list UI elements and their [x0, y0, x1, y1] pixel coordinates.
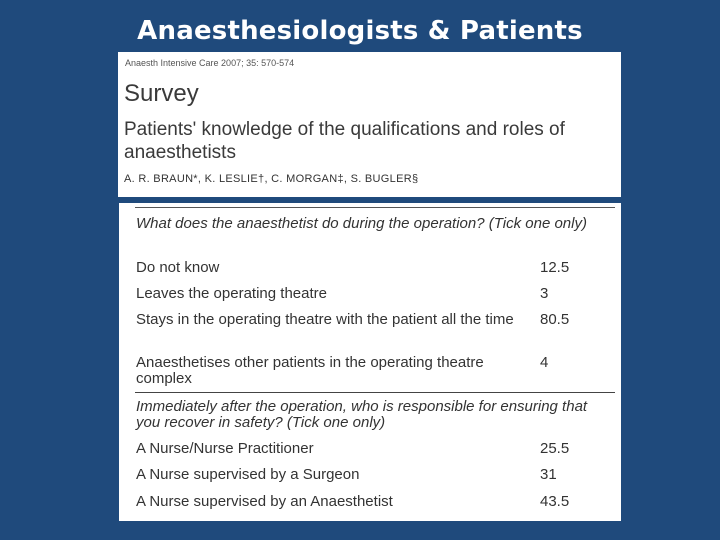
row-value: 25.5 — [540, 440, 570, 457]
survey-results-table — [119, 203, 621, 521]
row-label: A Nurse supervised by a Surgeon — [136, 466, 360, 483]
question-2: Immediately after the operation, who is responsible for ensuring that you recover in safety? (Tick one only) — [136, 398, 588, 431]
row-value: 4 — [540, 354, 549, 371]
row-label: Stays in the operating theatre with the patient all the time — [136, 311, 514, 328]
table-divider — [135, 392, 615, 393]
question-1: What does the anaesthetist do during the operation? (Tick one only) — [136, 215, 587, 232]
row-value: 12.5 — [540, 259, 570, 276]
row-value: 43.5 — [540, 493, 570, 510]
author-list: A. R. BRAUN*, K. LESLIE†, C. MORGAN‡, S. BUGLER§ — [124, 173, 419, 185]
journal-citation: Anaesth Intensive Care 2007; 35: 570-574 — [125, 58, 295, 68]
row-label: A Nurse supervised by an Anaesthetist — [136, 493, 393, 510]
article-title: Patients' knowledge of the qualifications and roles of anaesthetists — [124, 119, 565, 163]
row-label: A Nurse/Nurse Practitioner — [136, 440, 314, 457]
row-label: Leaves the operating theatre — [136, 285, 327, 302]
section-label: Survey — [124, 80, 199, 107]
row-value: 31 — [540, 466, 557, 483]
row-label: Anaesthetises other patients in the operating theatre complex — [136, 354, 484, 387]
row-label: Do not know — [136, 259, 220, 276]
slide-title: Anaesthesiologists & Patients — [137, 16, 583, 46]
row-value: 80.5 — [540, 311, 570, 328]
paper-header-image — [118, 52, 621, 197]
row-value: 3 — [540, 285, 549, 302]
table-top-rule — [135, 203, 615, 208]
